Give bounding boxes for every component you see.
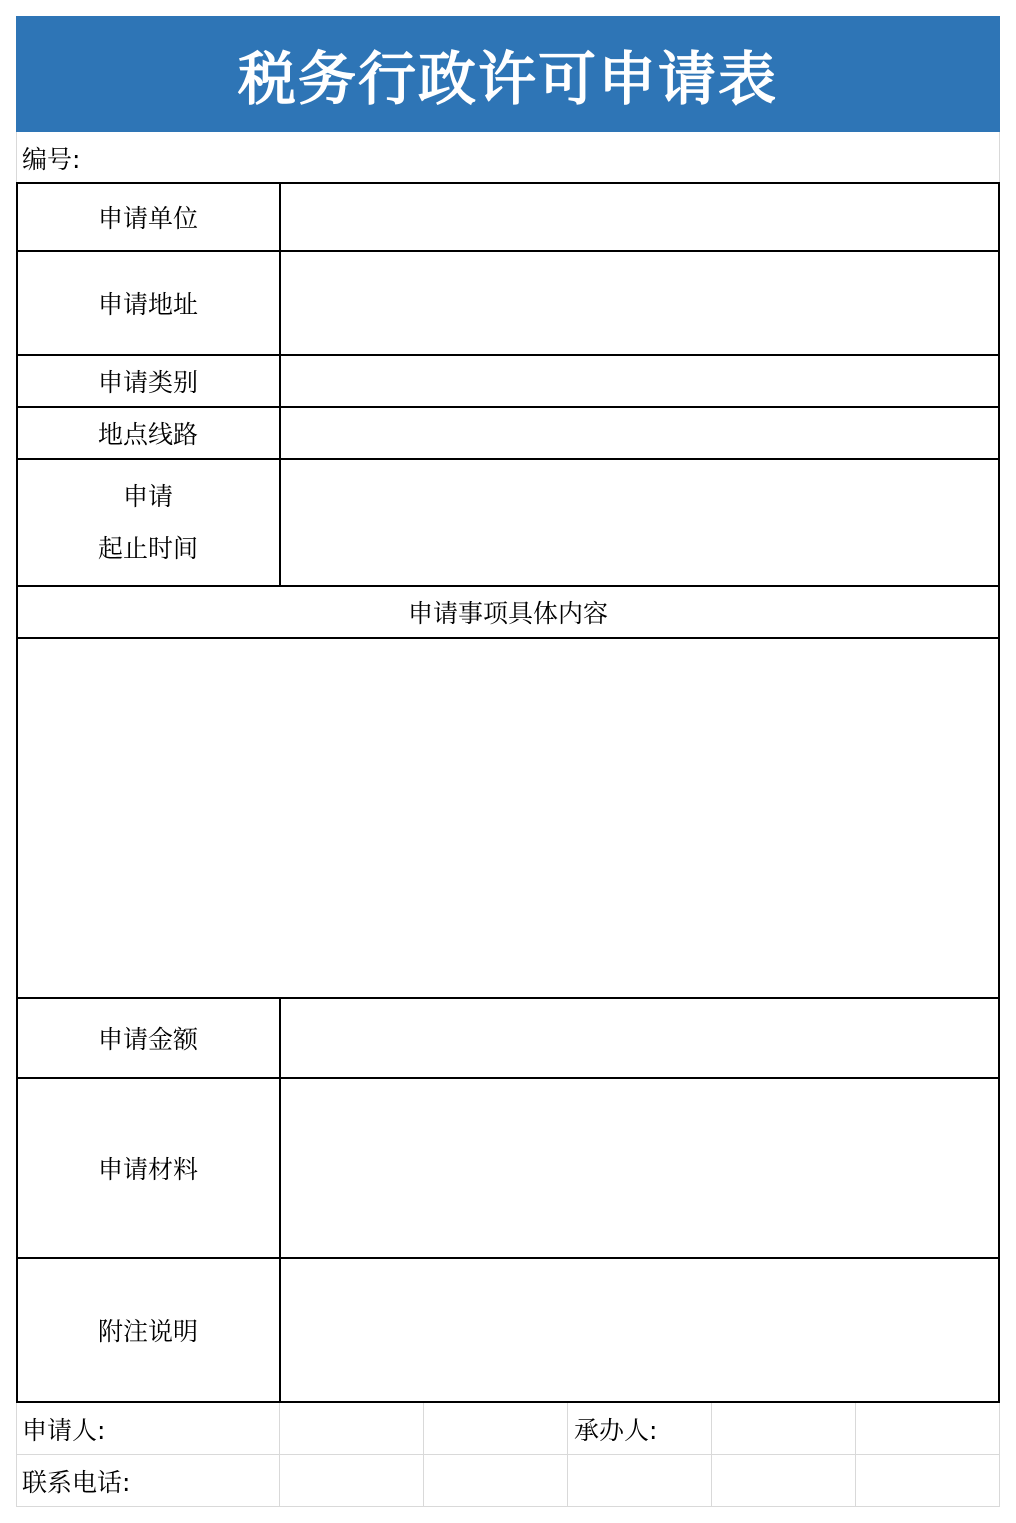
label-notes: 附注说明 [97,1317,198,1346]
input-applicant[interactable] [280,1403,567,1454]
input-application-content[interactable] [18,639,998,997]
serial-number-label: 编号: [22,145,81,174]
grid-line [16,1506,1000,1507]
label-period-line1: 申请 [122,481,173,511]
grid-line [999,1403,1000,1507]
input-handler[interactable] [712,1403,999,1454]
input-application-period[interactable] [281,460,998,585]
label-applicant: 申请人: [22,1415,106,1445]
label-application-category: 申请类别 [97,368,198,397]
label-application-period [16,460,280,585]
label-handler: 承办人: [574,1415,658,1445]
label-applicant-unit: 申请单位 [97,204,198,233]
input-applicant-address[interactable] [281,252,998,354]
input-location-route[interactable] [281,408,998,458]
label-contact-phone: 联系电话: [22,1467,131,1497]
section-header-content: 申请事项具体内容 [407,599,608,628]
label-period-line2: 起止时间 [97,533,198,563]
input-notes[interactable] [281,1259,998,1401]
label-location-route: 地点线路 [97,420,198,449]
input-application-materials[interactable] [281,1079,998,1257]
input-application-category[interactable] [281,356,998,406]
label-applicant-address: 申请地址 [97,290,198,319]
input-applicant-unit[interactable] [281,184,998,250]
table-border [998,182,1000,1403]
form-title: 税务行政许可申请表 [16,16,1000,132]
grid-line [999,132,1000,184]
grid-line [16,132,17,184]
label-application-materials: 申请材料 [97,1155,198,1184]
input-contact-phone[interactable] [280,1455,999,1506]
input-application-amount[interactable] [281,999,998,1077]
label-application-amount: 申请金额 [97,1025,198,1054]
